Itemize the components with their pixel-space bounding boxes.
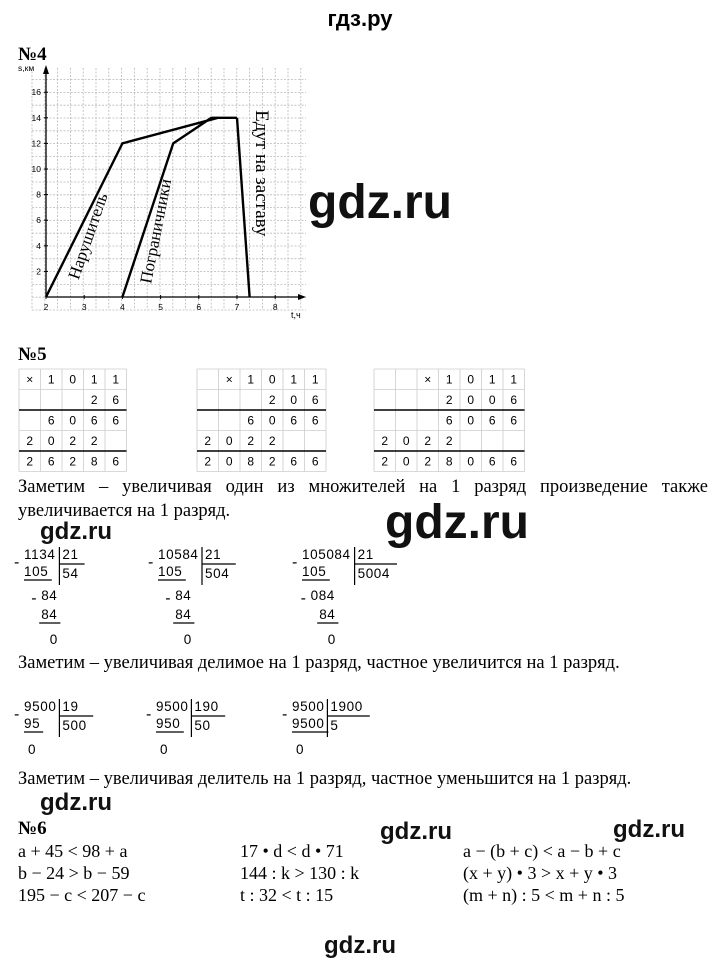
subtrahend: 84 — [175, 607, 192, 622]
long-division-2 — [148, 545, 278, 655]
digit: 1 — [290, 372, 298, 387]
digit: 6 — [290, 454, 298, 469]
minus-sign: - — [31, 590, 37, 607]
inequality: a + 45 < 98 + a — [18, 841, 128, 861]
divisor: 21 — [357, 547, 374, 562]
dividend: 9500 — [24, 699, 57, 714]
remainder: 84 — [175, 588, 192, 603]
digit: 2 — [204, 454, 212, 469]
final-remainder: 0 — [296, 742, 304, 757]
subtrahend: 950 — [156, 716, 181, 731]
inequality: t : 32 < t : 15 — [240, 885, 334, 905]
quotient: 500 — [62, 718, 87, 733]
series-label-border-guards: Пограничники — [136, 177, 176, 285]
digit: 0 — [467, 454, 475, 469]
digit: 6 — [90, 413, 98, 428]
task4-number: №4 — [18, 44, 47, 65]
x-tick-label: 7 — [234, 302, 240, 312]
subtrahend: 105 — [302, 564, 327, 579]
digit: 0 — [290, 393, 298, 407]
note-divisor: Заметим – увеличивая делитель на 1 разряд, частное уменьшится на 1 разряд. — [18, 769, 632, 789]
minus-sign: - — [292, 554, 298, 571]
task6-number: №6 — [18, 818, 47, 839]
digit: 6 — [112, 454, 120, 469]
y-tick-label: 12 — [31, 138, 41, 149]
digit: 2 — [90, 393, 98, 407]
long-division-1 — [14, 545, 124, 655]
watermark: gdz.ru — [613, 816, 685, 843]
inequality: 195 − c < 207 − c — [18, 885, 146, 905]
digit: 2 — [381, 434, 389, 448]
minus-sign: - — [282, 706, 288, 723]
digit: 0 — [467, 413, 475, 428]
digit: 0 — [69, 413, 77, 428]
digit: 6 — [488, 413, 496, 428]
dividend: 105084 — [302, 547, 351, 562]
y-tick-label: 4 — [36, 240, 41, 251]
x-tick-label: 2 — [43, 302, 49, 312]
digit: 2 — [268, 393, 276, 407]
watermark: gdz.ru — [308, 176, 452, 229]
minus-sign: - — [165, 590, 171, 607]
digit: 6 — [112, 413, 120, 428]
digit: 2 — [424, 454, 432, 469]
digit: 2 — [90, 434, 98, 448]
y-tick-label: 8 — [36, 189, 41, 200]
watermark: gdz.ru — [40, 518, 112, 545]
divisor: 1900 — [330, 699, 363, 714]
multiplication-table-3 — [373, 368, 529, 474]
digit: 1 — [510, 372, 518, 387]
y-tick-label: 6 — [36, 215, 41, 226]
final-remainder: 0 — [49, 632, 58, 647]
divisor: 21 — [62, 547, 79, 562]
digit: 6 — [488, 454, 496, 469]
minus-sign: - — [14, 706, 20, 723]
multiply-sign: × — [424, 372, 432, 387]
digit: 8 — [445, 454, 453, 469]
digit: 2 — [268, 454, 276, 469]
digit: 6 — [510, 393, 518, 407]
quotient: 5004 — [357, 566, 391, 581]
minus-sign: - — [300, 590, 306, 607]
x-tick-label: 4 — [120, 302, 125, 312]
subtrahend: 105 — [158, 564, 183, 579]
dividend: 9500 — [156, 699, 189, 714]
final-remainder: 0 — [183, 632, 192, 647]
digit: 6 — [311, 413, 319, 428]
digit: 6 — [47, 413, 55, 428]
digit: 2 — [424, 434, 432, 448]
y-axis-label: s,км — [18, 63, 35, 73]
digit: 0 — [467, 372, 475, 387]
digit: 0 — [488, 393, 496, 407]
digit: 2 — [445, 434, 453, 448]
digit: 0 — [225, 454, 233, 469]
inequality: 17 • d < d • 71 — [240, 841, 344, 861]
dividend: 1134 — [24, 547, 56, 562]
inequality: (m + n) : 5 < m + n : 5 — [463, 885, 625, 905]
divisor: 21 — [205, 547, 222, 562]
digit: 1 — [47, 372, 55, 387]
final-remainder: 0 — [327, 632, 336, 647]
watermark: gdz.ru — [324, 932, 396, 959]
digit: 1 — [112, 372, 120, 387]
digit: 6 — [311, 393, 319, 407]
digit: 2 — [204, 434, 212, 448]
inequality: b − 24 > b − 59 — [18, 863, 130, 883]
inequality-column-1 — [18, 840, 145, 906]
digit: 6 — [112, 393, 120, 407]
digit: 2 — [381, 454, 389, 469]
digit: 2 — [69, 454, 77, 469]
digit: 0 — [268, 413, 276, 428]
digit: 6 — [247, 413, 255, 428]
multiplication-table-2 — [196, 368, 330, 474]
digit: 2 — [26, 454, 34, 469]
x-axis-arrow — [298, 294, 306, 300]
final-remainder: 0 — [28, 742, 36, 757]
digit: 2 — [445, 393, 453, 407]
note-multiplication: Заметим – увеличивая один из множителей на 1 разряд произведение также увеличивается на 1 разряд. — [18, 477, 708, 521]
subtrahend: 84 — [41, 607, 58, 622]
quotient: 5 — [330, 718, 339, 733]
series-label-return: Едут на заставу — [251, 110, 273, 237]
digit: 2 — [268, 434, 276, 448]
remainder: 084 — [310, 588, 335, 603]
watermark: gdz.ru — [385, 496, 529, 549]
digit: 6 — [311, 454, 319, 469]
long-division-4 — [14, 697, 134, 772]
x-tick-label: 5 — [158, 302, 163, 312]
x-tick-label: 6 — [196, 302, 202, 312]
minus-sign: - — [146, 706, 152, 723]
multiply-sign: × — [26, 372, 34, 387]
x-tick-label: 3 — [81, 302, 87, 312]
subtrahend: 84 — [319, 607, 336, 622]
digit: 0 — [69, 372, 77, 387]
task5-number: №5 — [18, 344, 47, 365]
divisor: 190 — [194, 699, 219, 714]
inequality: a − (b + c) < a − b + c — [463, 841, 621, 861]
digit: 0 — [402, 454, 410, 469]
multiply-sign: × — [225, 372, 233, 387]
distance-time-graph — [14, 60, 314, 330]
digit: 0 — [467, 393, 475, 407]
series-label-violator: Нарушитель — [64, 190, 112, 282]
note-dividend: Заметим – увеличивая делимое на 1 разряд, частное увеличится на 1 разряд. — [18, 653, 620, 673]
multiplication-table-1 — [18, 368, 130, 474]
minus-sign: - — [14, 554, 20, 571]
long-division-5 — [146, 697, 276, 772]
dividend: 10584 — [158, 547, 199, 562]
minus-sign: - — [148, 554, 154, 571]
quotient: 504 — [205, 566, 230, 581]
inequality: 144 : k > 130 : k — [240, 863, 360, 883]
divisor: 19 — [62, 699, 79, 714]
digit: 6 — [510, 413, 518, 428]
digit: 0 — [402, 434, 410, 448]
watermark: gdz.ru — [380, 818, 452, 845]
digit: 0 — [268, 372, 276, 387]
dividend: 9500 — [292, 699, 325, 714]
digit: 2 — [247, 434, 255, 448]
digit: 1 — [445, 372, 453, 387]
inequality-column-3 — [463, 840, 624, 906]
quotient: 54 — [62, 566, 79, 581]
subtrahend: 105 — [24, 564, 49, 579]
y-tick-label: 10 — [31, 164, 41, 174]
digit: 0 — [47, 434, 55, 448]
x-tick-label: 8 — [272, 302, 278, 312]
digit: 1 — [311, 372, 319, 387]
digit: 6 — [510, 454, 518, 469]
y-tick-label: 2 — [36, 266, 41, 277]
y-tick-label: 16 — [31, 87, 41, 98]
digit: 1 — [488, 372, 496, 387]
site-header: гдз.ру — [327, 6, 393, 31]
digit: 1 — [90, 372, 98, 387]
final-remainder: 0 — [160, 742, 168, 757]
watermark: gdz.ru — [40, 789, 112, 816]
y-axis-arrow — [43, 65, 49, 74]
digit: 8 — [247, 454, 255, 469]
digit: 6 — [290, 413, 298, 428]
subtrahend: 95 — [24, 716, 41, 731]
digit: 6 — [47, 454, 55, 469]
y-tick-label: 14 — [31, 112, 41, 123]
digit: 0 — [225, 434, 233, 448]
inequality-column-2 — [240, 840, 359, 906]
long-division-3 — [292, 545, 432, 655]
digit: 1 — [247, 372, 255, 387]
digit: 6 — [445, 413, 453, 428]
digit: 2 — [26, 434, 34, 448]
subtrahend: 9500 — [292, 716, 325, 731]
digit: 8 — [90, 454, 98, 469]
x-axis-label: t,ч — [291, 310, 301, 320]
remainder: 84 — [41, 588, 58, 603]
inequality: (x + y) • 3 > x + y • 3 — [463, 863, 618, 883]
quotient: 50 — [194, 718, 211, 733]
digit: 2 — [69, 434, 77, 448]
long-division-6 — [282, 697, 412, 772]
